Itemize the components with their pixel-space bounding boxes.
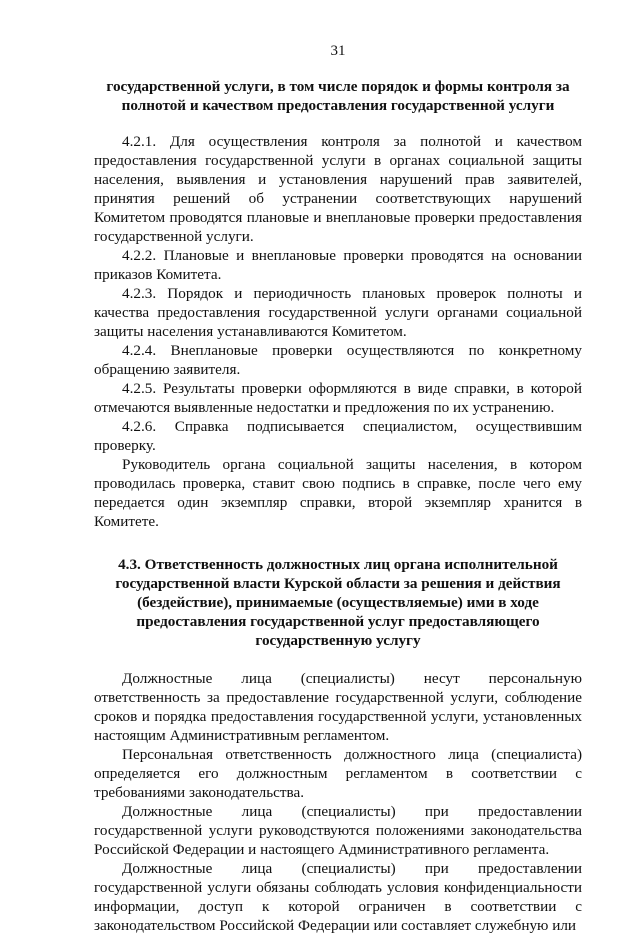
section-heading-4-2-continued: государственной услуги, в том числе порядок и формы контроля за полнотой и качеством предоставления государственной услуги	[106, 78, 570, 114]
section-4-3-body	[94, 669, 582, 935]
paragraph-head-signature: Руководитель органа социальной защиты населения, в котором проводилась проверка, ставит свою подпись в справке, после чего ему передается один экземпляр справки, второй экземпляр хранится в Комитете.	[94, 456, 582, 530]
section-4-2-body	[94, 132, 582, 531]
paragraph-4-2-3: 4.2.3. Порядок и периодичность плановых проверок полноты и качества предоставления государственной услуги органами социальной защиты населения устанавливаются Комитетом.	[94, 285, 582, 340]
paragraph-responsibility: Должностные лица (специалисты) несут персональную ответственность за предоставление государственной услуги, соблюдение сроков и порядка предоставления государственной услуги, установленных настоящим Административным регламентом.	[94, 670, 582, 744]
paragraph-legislation-guidance: Должностные лица (специалисты) при предоставлении государственной услуги руководствуются положениями законодательства Российской Федерации и настоящего Административного регламента.	[94, 803, 582, 858]
section-heading-4-3: 4.3. Ответственность должностных лиц органа исполнительной государственной власти Курской области за решения и действия (бездействие), принимаемые (осуществляемые) ими в ходе предоставления государственной услуг предоставляющего государственную услугу	[115, 556, 561, 649]
paragraph-confidentiality: Должностные лица (специалисты) при предоставлении государственной услуги обязаны соблюдать условия конфиденциальности информации, доступ к которой ограничен в соответствии с законодательством Российской Федерации или составляет служебную или	[94, 860, 582, 934]
paragraph-4-2-4: 4.2.4. Внеплановые проверки осуществляются по конкретному обращению заявителя.	[94, 342, 582, 378]
paragraph-4-2-6: 4.2.6. Справка подписывается специалистом, осуществившим проверку.	[94, 418, 582, 454]
paragraph-personal-responsibility: Персональная ответственность должностного лица (специалиста) определяется его должностным регламентом в соответствии с требованиями законодательства.	[94, 746, 582, 801]
paragraph-4-2-1: 4.2.1. Для осуществления контроля за полнотой и качеством предоставления государственной услуги в органах социальной защиты населения, выявления и установления нарушений прав заявителей, принятия решений об устранении соответствующих нарушений Комитетом проводятся плановые и внеплановые проверки предоставления государственной услуги.	[94, 133, 582, 245]
paragraph-4-2-5: 4.2.5. Результаты проверки оформляются в виде справки, в которой отмечаются выявленные недостатки и предложения по их устранению.	[94, 380, 582, 416]
page-number: 31	[330, 43, 346, 59]
paragraph-4-2-2: 4.2.2. Плановые и внеплановые проверки проводятся на основании приказов Комитета.	[94, 247, 582, 283]
